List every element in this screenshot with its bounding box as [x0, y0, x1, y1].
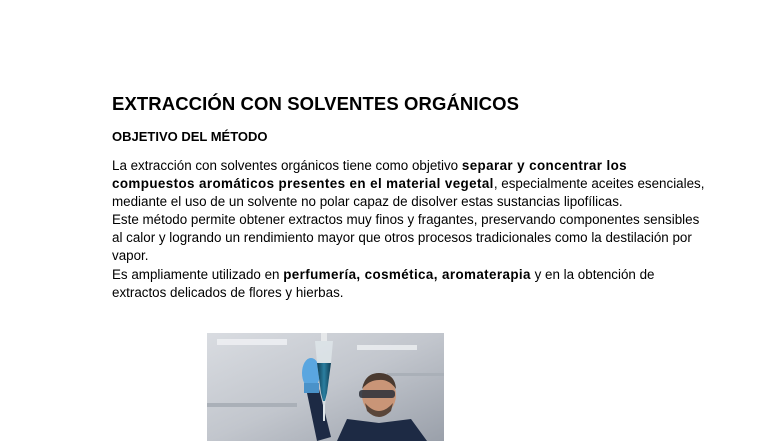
text-segment-bold: perfumería, cosmética, aromaterapia — [283, 266, 531, 282]
lab-shelf — [207, 403, 297, 407]
funnel-stem — [323, 405, 325, 421]
text-segment-bold: separar y concentrar los compuestos aromáticos presentes en el material vegetal — [112, 158, 627, 192]
glove-cuff — [304, 383, 319, 393]
text-segment: Es ampliamente utilizado en — [112, 266, 284, 282]
ceiling-light — [217, 339, 287, 345]
paragraph-benefits — [112, 211, 712, 265]
safety-glasses-icon — [359, 390, 395, 398]
paragraph-objective — [112, 157, 712, 211]
lab-photo-illustration — [207, 333, 444, 441]
paragraph-uses — [112, 266, 712, 302]
text-segment: y en la obtención de extractos delicados de flores y hierbas. — [112, 266, 655, 300]
document-title: EXTRACCIÓN CON SOLVENTES ORGÁNICOS — [112, 93, 520, 114]
section-heading: OBJETIVO DEL MÉTODO — [112, 129, 268, 144]
text-segment: Este método permite obtener extractos muy finos y fragantes, preservando componentes sensibles al calor y logrando un rendimiento mayor que otros procesos tradicionales como la destilación por vapor. — [112, 212, 700, 264]
lab-photo — [207, 333, 444, 441]
text-segment: La extracción con solventes orgánicos tiene como objetivo — [112, 158, 462, 173]
funnel-stopper — [321, 333, 327, 341]
body-text — [112, 157, 712, 302]
lab-shelf — [387, 373, 444, 376]
text-segment: , especialmente aceites esenciales, mediante el uso de un solvente no polar capaz de disolver estas sustancias lipofílicas. — [112, 176, 705, 210]
ceiling-light — [357, 345, 417, 350]
